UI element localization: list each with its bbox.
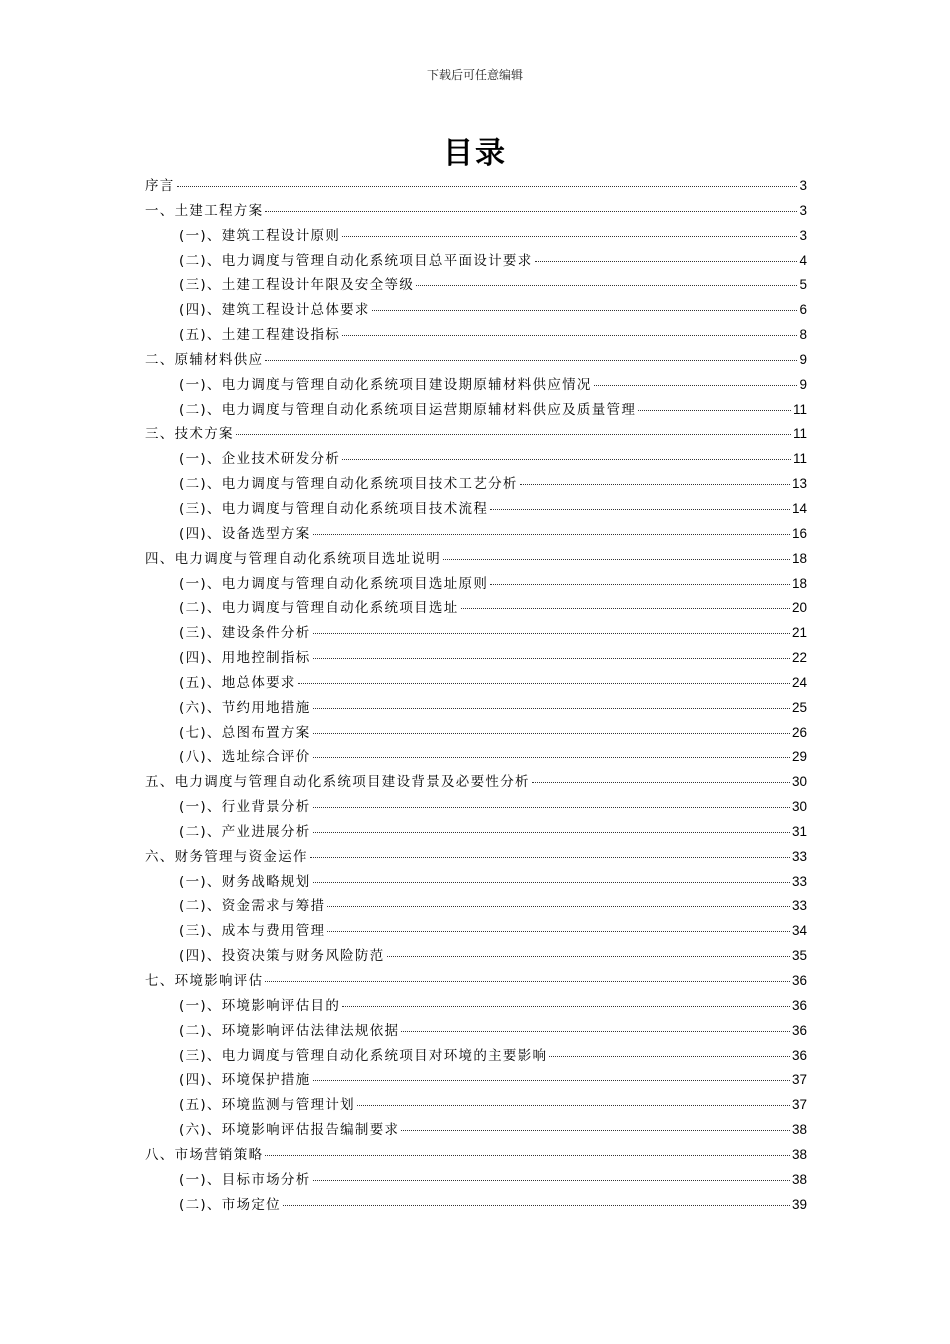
page-header: 下载后可任意编辑	[426, 68, 523, 82]
toc-entry[interactable]	[145, 770, 807, 795]
toc-dot-leader	[342, 335, 797, 336]
toc-entry-page-number: 38	[791, 1171, 807, 1187]
toc-entry-page-number: 3	[799, 202, 807, 218]
toc-dot-leader	[313, 708, 790, 709]
toc-entry[interactable]	[145, 870, 807, 895]
toc-dot-leader	[520, 484, 790, 485]
toc-entry-page-number: 35	[791, 948, 807, 964]
toc-entry-label: 六、财务管理与资金运作	[145, 848, 308, 865]
toc-entry-label: (一)、目标市场分析	[179, 1171, 311, 1188]
toc-entry[interactable]	[145, 199, 807, 224]
toc-dot-leader	[327, 906, 790, 907]
toc-entry-page-number: 18	[791, 550, 807, 566]
toc-entry-page-number: 8	[799, 327, 807, 343]
toc-entry[interactable]	[145, 522, 807, 547]
toc-dot-leader	[638, 410, 791, 411]
toc-dot-leader	[313, 534, 790, 535]
toc-entry[interactable]	[145, 1193, 807, 1218]
toc-entry-page-number: 36	[791, 997, 807, 1013]
toc-entry[interactable]	[145, 1118, 807, 1143]
toc-entry-page-number: 11	[792, 426, 807, 442]
toc-entry-label: 二、原辅材料供应	[145, 351, 264, 368]
toc-dot-leader	[461, 608, 790, 609]
page-title: 目录	[443, 136, 507, 171]
toc-entry-label: 七、环境影响评估	[145, 973, 264, 989]
toc-entry-label: (六)、环境影响评估报告编制要求	[179, 1122, 400, 1139]
toc-entry-page-number: 9	[799, 376, 807, 392]
toc-entry[interactable]	[145, 298, 807, 323]
toc-entry-page-number: 33	[791, 873, 807, 889]
toc-entry-page-number: 13	[791, 476, 807, 492]
toc-dot-leader	[342, 1006, 790, 1007]
toc-entry[interactable]	[145, 348, 807, 373]
toc-entry-label: (四)、用地控制指标	[179, 650, 311, 667]
toc-entry[interactable]	[145, 745, 807, 770]
toc-entry-page-number: 26	[791, 724, 807, 740]
toc-entry-page-number: 24	[791, 674, 807, 690]
toc-entry-page-number: 30	[791, 799, 807, 815]
table-of-contents	[145, 174, 807, 1217]
toc-dot-leader	[401, 1130, 790, 1131]
toc-entry[interactable]	[145, 919, 807, 944]
toc-entry[interactable]	[145, 249, 807, 274]
toc-entry-label: (二)、电力调度与管理自动化系统项目总平面设计要求	[179, 252, 533, 269]
toc-dot-leader	[313, 882, 790, 883]
toc-dot-leader	[177, 186, 798, 187]
toc-entry-label: (二)、电力调度与管理自动化系统项目技术工艺分析	[179, 476, 518, 493]
toc-entry-label: (五)、土建工程建设指标	[179, 327, 341, 344]
toc-entry-label: 八、市场营销策略	[145, 1146, 264, 1163]
toc-entry-label: (一)、行业背景分析	[179, 799, 311, 816]
toc-entry[interactable]	[145, 373, 807, 398]
toc-dot-leader	[265, 1155, 790, 1156]
toc-entry[interactable]	[145, 795, 807, 820]
toc-entry[interactable]	[145, 1044, 807, 1069]
toc-entry-label: (四)、建筑工程设计总体要求	[179, 302, 370, 319]
toc-entry-page-number: 6	[799, 302, 807, 318]
toc-entry[interactable]	[145, 572, 807, 597]
toc-dot-leader	[535, 261, 798, 262]
toc-entry-page-number: 37	[791, 1072, 807, 1088]
toc-entry-page-number: 5	[799, 277, 807, 293]
toc-entry[interactable]	[145, 671, 807, 696]
toc-entry[interactable]	[145, 1093, 807, 1118]
toc-entry[interactable]	[145, 969, 807, 994]
toc-entry-label: (七)、总图布置方案	[179, 724, 311, 741]
toc-entry-label: (一)、电力调度与管理自动化系统项目建设期原辅材料供应情况	[179, 376, 592, 393]
toc-entry[interactable]	[145, 1143, 807, 1168]
toc-entry-page-number: 37	[791, 1097, 807, 1113]
toc-entry-label: (五)、环境监测与管理计划	[179, 1097, 355, 1114]
toc-dot-leader	[443, 559, 790, 560]
toc-dot-leader	[265, 981, 790, 982]
toc-entry[interactable]	[145, 1019, 807, 1044]
toc-entry-label: (一)、企业技术研发分析	[179, 451, 341, 468]
toc-entry-label: (一)、财务战略规划	[179, 873, 311, 890]
toc-entry-page-number: 33	[791, 898, 807, 914]
toc-entry-label: (八)、选址综合评价	[179, 749, 311, 766]
toc-entry[interactable]	[145, 273, 807, 298]
toc-dot-leader	[313, 633, 790, 634]
toc-dot-leader	[357, 1105, 790, 1106]
toc-entry-page-number: 11	[792, 401, 807, 417]
toc-entry-page-number: 11	[792, 451, 807, 467]
toc-entry-label: 一、土建工程方案	[145, 202, 264, 219]
toc-dot-leader	[372, 310, 798, 311]
toc-entry-label: 三、技术方案	[145, 426, 234, 443]
toc-entry-page-number: 3	[799, 227, 807, 243]
toc-entry-page-number: 25	[791, 699, 807, 715]
toc-entry[interactable]	[145, 174, 807, 199]
toc-dot-leader	[313, 832, 790, 833]
toc-dot-leader	[327, 931, 790, 932]
toc-entry[interactable]	[145, 422, 807, 447]
toc-dot-leader	[265, 211, 797, 212]
toc-entry[interactable]	[145, 696, 807, 721]
toc-entry-label: (二)、资金需求与筹措	[179, 898, 326, 915]
toc-entry[interactable]	[145, 1068, 807, 1093]
toc-entry-label: (三)、电力调度与管理自动化系统项目技术流程	[179, 500, 489, 517]
toc-dot-leader	[313, 807, 790, 808]
toc-dot-leader	[298, 683, 790, 684]
toc-entry-page-number: 38	[791, 1122, 807, 1138]
toc-dot-leader	[265, 360, 797, 361]
toc-entry-page-number: 29	[791, 749, 807, 765]
toc-entry[interactable]	[145, 646, 807, 671]
toc-entry[interactable]	[145, 845, 807, 870]
toc-entry-page-number: 36	[791, 1022, 807, 1038]
toc-entry-page-number: 36	[791, 1047, 807, 1063]
toc-entry-page-number: 20	[791, 600, 807, 616]
toc-entry[interactable]	[145, 994, 807, 1019]
toc-entry-label: (二)、市场定位	[179, 1196, 281, 1213]
toc-entry-label: (一)、电力调度与管理自动化系统项目选址原则	[179, 575, 489, 592]
toc-entry-label: (二)、产业进展分析	[179, 823, 311, 840]
toc-dot-leader	[490, 509, 790, 510]
toc-entry-page-number: 9	[799, 351, 807, 367]
toc-entry-label: (四)、投资决策与财务风险防范	[179, 948, 385, 965]
toc-entry[interactable]	[145, 323, 807, 348]
toc-dot-leader	[313, 658, 790, 659]
toc-entry-page-number: 30	[791, 774, 807, 790]
toc-entry-label: 序言	[145, 178, 175, 194]
toc-dot-leader	[549, 1056, 790, 1057]
toc-entry-page-number: 22	[791, 650, 807, 666]
toc-dot-leader	[594, 385, 798, 386]
toc-entry-page-number: 16	[791, 525, 807, 541]
toc-entry-page-number: 36	[791, 973, 807, 988]
toc-entry-label: (五)、地总体要求	[179, 674, 296, 691]
toc-dot-leader	[236, 434, 791, 435]
toc-entry-label: (四)、环境保护措施	[179, 1072, 311, 1089]
toc-dot-leader	[310, 857, 790, 858]
toc-entry-label: (二)、电力调度与管理自动化系统项目运营期原辅材料供应及质量管理	[179, 401, 637, 418]
toc-dot-leader	[387, 956, 790, 957]
toc-entry[interactable]	[145, 944, 807, 969]
toc-entry-page-number: 33	[791, 848, 807, 864]
toc-entry[interactable]	[145, 1168, 807, 1193]
toc-entry-label: 五、电力调度与管理自动化系统项目建设背景及必要性分析	[145, 774, 530, 791]
toc-entry-label: (三)、建设条件分析	[179, 625, 311, 642]
toc-entry[interactable]	[145, 224, 807, 249]
toc-entry-label: (六)、节约用地措施	[179, 699, 311, 716]
toc-entry[interactable]	[145, 621, 807, 646]
toc-dot-leader	[313, 1080, 790, 1081]
toc-entry-label: (一)、建筑工程设计原则	[179, 227, 341, 244]
toc-dot-leader	[283, 1205, 790, 1206]
toc-dot-leader	[313, 757, 790, 758]
toc-entry-page-number: 38	[791, 1146, 807, 1162]
toc-dot-leader	[490, 584, 790, 585]
toc-entry[interactable]	[145, 447, 807, 472]
toc-dot-leader	[532, 782, 790, 783]
toc-entry[interactable]	[145, 596, 807, 621]
toc-entry-page-number: 21	[791, 625, 807, 641]
toc-dot-leader	[342, 236, 797, 237]
toc-entry-label: (一)、环境影响评估目的	[179, 997, 341, 1014]
toc-entry-page-number: 39	[791, 1196, 807, 1212]
toc-entry-label: (四)、设备选型方案	[179, 525, 311, 542]
toc-entry-label: (二)、环境影响评估法律法规依据	[179, 1022, 400, 1039]
toc-entry-label: (三)、土建工程设计年限及安全等级	[179, 277, 415, 294]
toc-entry-label: (三)、成本与费用管理	[179, 923, 326, 940]
toc-dot-leader	[401, 1031, 790, 1032]
toc-entry[interactable]	[145, 547, 807, 572]
toc-entry[interactable]	[145, 472, 807, 497]
toc-dot-leader	[342, 459, 791, 460]
toc-entry-page-number: 4	[799, 252, 807, 268]
toc-entry[interactable]	[145, 398, 807, 423]
toc-entry-page-number: 18	[791, 575, 807, 591]
toc-entry[interactable]	[145, 721, 807, 746]
toc-dot-leader	[416, 285, 797, 286]
toc-entry[interactable]	[145, 894, 807, 919]
toc-entry-label: (三)、电力调度与管理自动化系统项目对环境的主要影响	[179, 1047, 548, 1064]
toc-entry[interactable]	[145, 820, 807, 845]
toc-entry-page-number: 34	[791, 923, 807, 939]
toc-entry-page-number: 3	[799, 178, 807, 193]
toc-entry-page-number: 14	[791, 500, 807, 516]
toc-dot-leader	[313, 733, 790, 734]
toc-dot-leader	[313, 1180, 790, 1181]
toc-entry-label: (二)、电力调度与管理自动化系统项目选址	[179, 600, 459, 617]
toc-entry-label: 四、电力调度与管理自动化系统项目选址说明	[145, 550, 441, 567]
toc-entry-page-number: 31	[791, 823, 807, 839]
toc-entry[interactable]	[145, 497, 807, 522]
